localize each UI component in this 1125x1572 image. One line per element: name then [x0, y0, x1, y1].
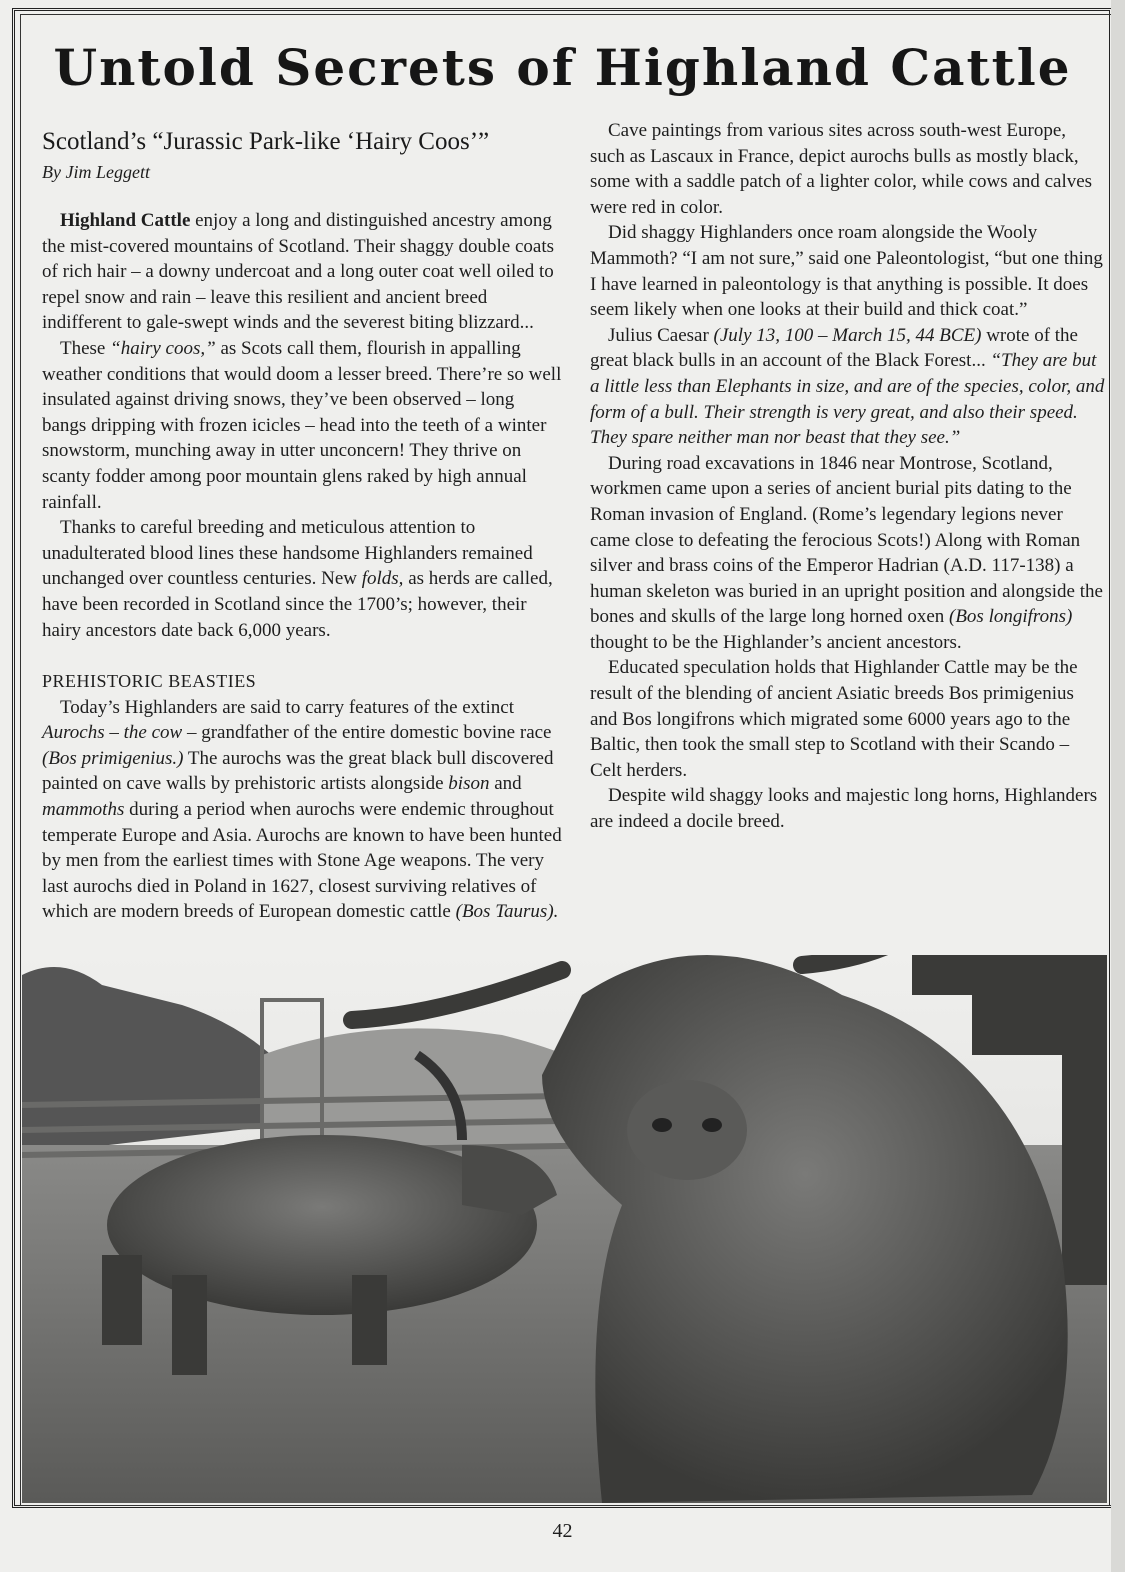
text-run: Thanks to careful breeding and meticulous attention to unadulterated blood lines these handsome Highlanders remained unchanged over countless centuries. New: [42, 517, 533, 590]
text-run: Did shaggy Highlanders once roam alongside the Wooly Mammoth? “I am not sure,” said one Paleontologist, “but one thing I have learned in paleontology is that anything is possible. It does seem likely when one looks at their build and thick coat.”: [590, 222, 1103, 321]
section-heading: [42, 669, 562, 695]
text-run: (July 13, 100 – March 15, 44 BCE): [713, 324, 982, 346]
paragraph: [590, 451, 1105, 656]
paragraph: [590, 783, 1105, 834]
text-run: Julius Caesar: [608, 324, 714, 346]
text-run: Despite wild shaggy looks and majestic long horns, Highlanders are indeed a docile breed.: [590, 785, 1098, 833]
text-run: “They are but a little less than Elephants in size, and are of the species, color, and form of a bull. Their strength is very great, and also their speed. They spare neither man nor beast that they see.”: [590, 350, 1105, 449]
text-run: (Bos Taurus).: [455, 901, 559, 923]
text-run: thought to be the Highlander’s ancient ancestors.: [590, 631, 962, 653]
paragraph: [42, 208, 562, 336]
text-run: folds,: [361, 568, 404, 590]
paragraph: [42, 336, 562, 515]
text-run: Today’s Highlanders are said to carry features of the extinct: [60, 696, 514, 718]
text-run: Aurochs – the cow: [42, 722, 183, 744]
paragraph: [42, 695, 562, 925]
highland-cattle-photo: [22, 955, 1107, 1503]
text-run: PREHISTORIC BEASTIES: [42, 671, 257, 692]
text-run: enjoy a long and distinguished ancestry among the mist-covered mountains of Scotland. Their shaggy double coats of rich hair – a downy undercoat and a long outer coat well oiled to repel snow and rain – leave this resilient and ancient breed indifferent to gale-swept winds and the severest biting blizzard...: [42, 210, 555, 334]
article-title: Untold Secrets of Highland Cattle: [53, 38, 1072, 97]
article-subtitle: Scotland’s “Jurassic Park-like ‘Hairy Coos’”: [42, 128, 490, 155]
text-run: bison: [448, 773, 490, 795]
text-run: The aurochs was the great black bull discovered painted on cave walls by prehistoric artists alongside: [42, 747, 554, 795]
text-run: as herds are called, have been recorded in Scotland since the 1700’s; however, their hairy ancestors date back 6,000 years.: [42, 568, 553, 641]
text-run: During road excavations in 1846 near Montrose, Scotland, workmen came upon a series of ancient burial pits dating to the Roman invasion of England. (Rome’s legendary legions never came close to defeating the ferocious Scots!) Along with Roman silver and brass coins of the Emperor Hadrian (A.D. 117-138) a human skeleton was buried in an upright position and alongside the bones and skulls of the large long horned oxen: [590, 452, 1103, 628]
text-run: These: [60, 337, 111, 359]
text-run: as Scots call them, flourish in appalling weather conditions that would doom a lesser breed. There’re so well insulated against driving snows, they’ve been observed – long bangs dripping with frozen icicles – head into the teeth of a winter snowstorm, munching away in utter unconcern! They thrive on scanty fodder among poor mountain glens raked by high annual rainfall.: [42, 337, 562, 513]
text-run: and: [489, 773, 522, 795]
text-run: (Bos primigenius.): [42, 747, 184, 769]
paragraph: [590, 323, 1105, 451]
byline: By Jim Leggett: [42, 162, 150, 182]
text-run: during a period when aurochs were endemic throughout temperate Europe and Asia. Aurochs are known to have been hunted by men from the earliest times with Stone Age weapons. The very last aurochs died in Poland in 1627, closest surviving relatives of which are modern breeds of European domestic cattle: [42, 799, 562, 923]
text-run: “hairy coos,”: [110, 337, 216, 359]
text-run: – grandfather of the entire domestic bovine race: [182, 722, 552, 744]
text-run: Cave paintings from various sites across south-west Europe, such as Lascaux in France, depict aurochs bulls as mostly black, some with a saddle patch of a lighter color, while cows and calves were red in color.: [590, 120, 1093, 218]
paragraph: [590, 220, 1105, 322]
paragraph: [42, 515, 562, 643]
text-run: (Bos longifrons): [949, 606, 1073, 628]
text-run: Highland Cattle: [60, 210, 191, 231]
right-column: [590, 118, 1105, 835]
text-run: mammoths: [42, 799, 125, 821]
paragraph: [590, 655, 1105, 783]
page-number: 42: [552, 1520, 573, 1542]
paragraph: [590, 118, 1105, 220]
left-column: [42, 208, 562, 925]
text-run: Educated speculation holds that Highlander Cattle may be the result of the blending of ancient Asiatic breeds Bos primigenius and Bos longifrons which migrated some 6000 years ago to the Baltic, then took the small step to Scotland with their Scando – Celt herders.: [590, 657, 1078, 781]
text-run: wrote of the great black bulls in an account of the Black Forest...: [590, 324, 1078, 372]
page-edge: [1111, 0, 1125, 1572]
